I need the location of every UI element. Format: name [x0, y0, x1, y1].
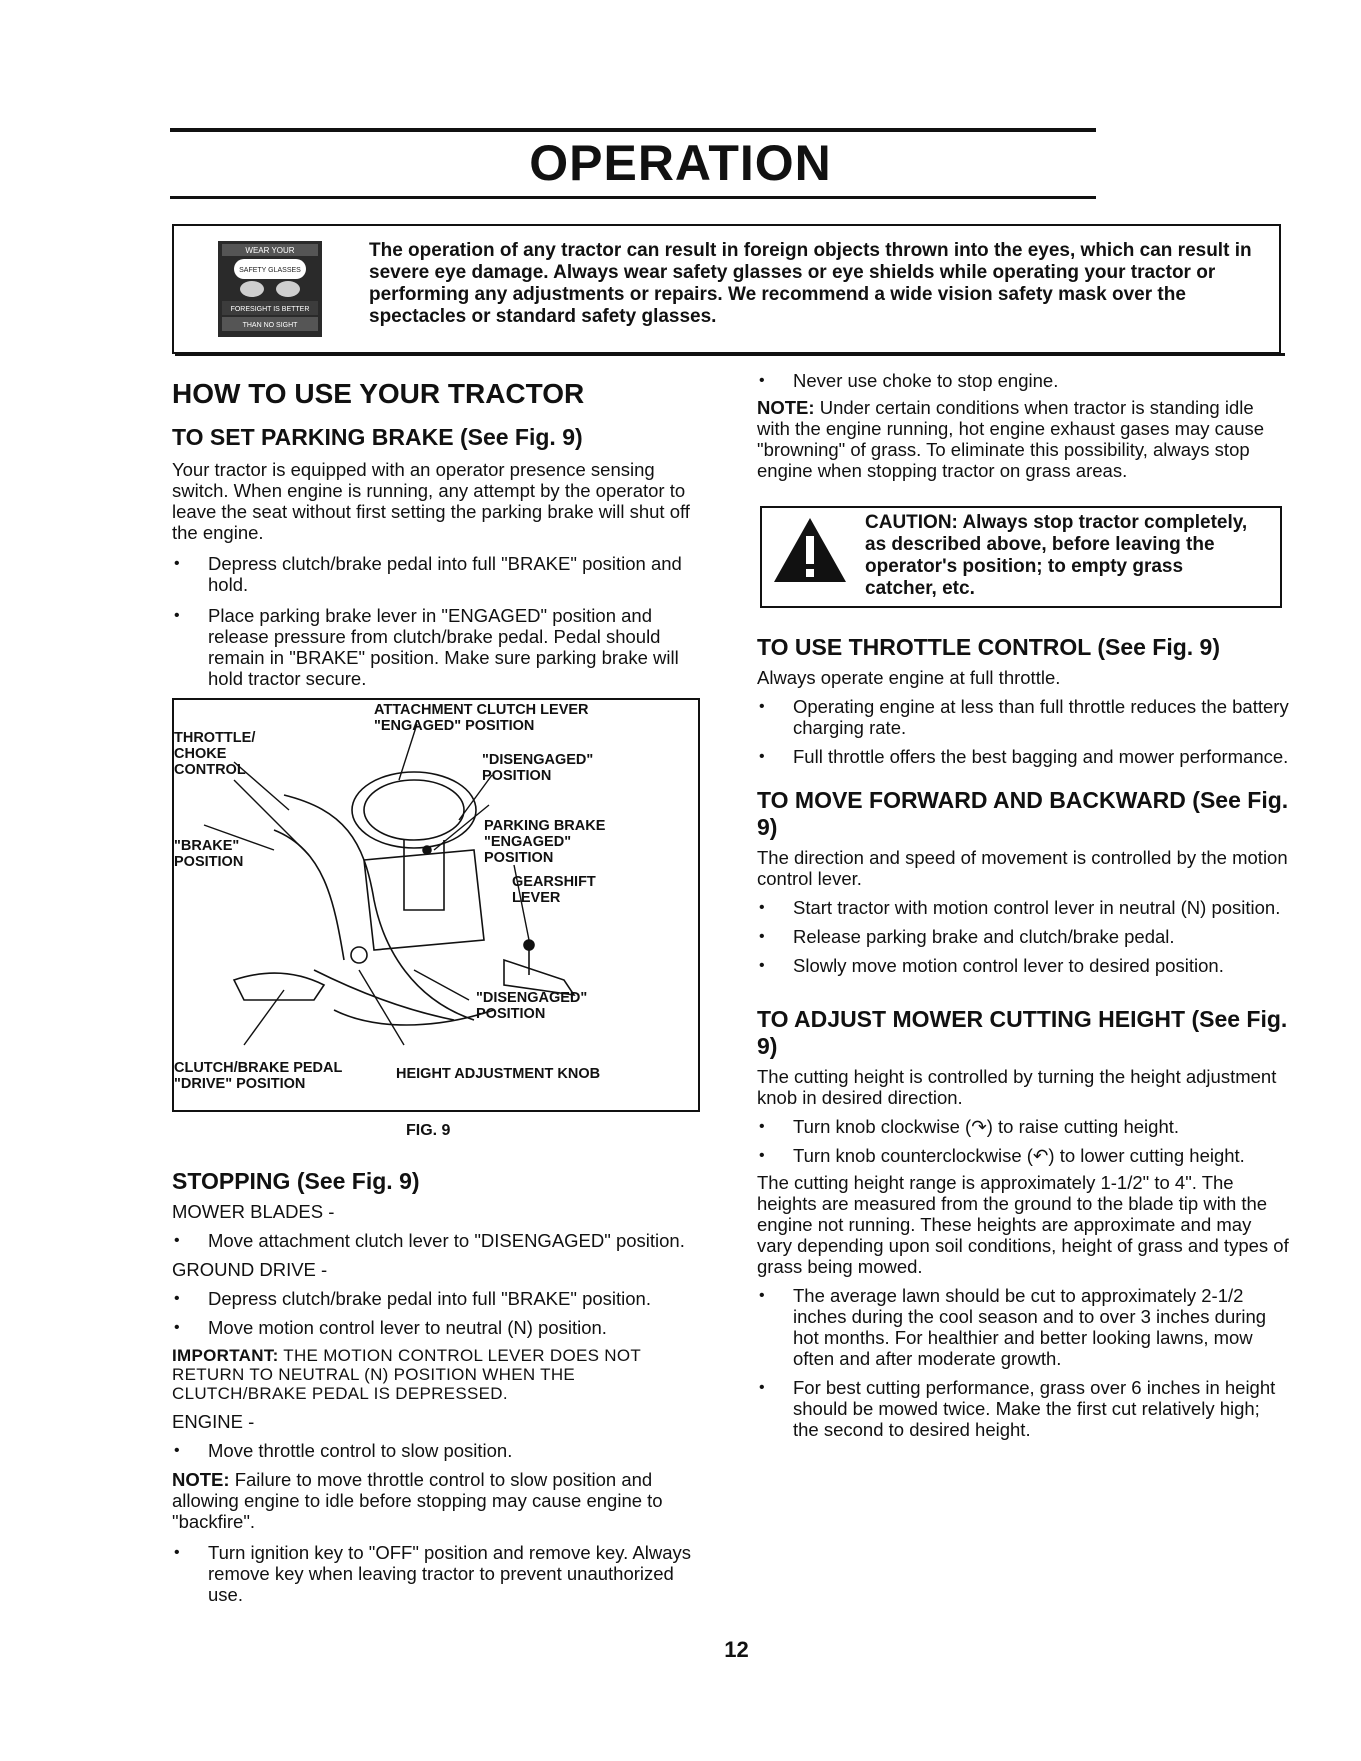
- move-bullet-1: • Start tractor with motion control lever in neutral (N) position.: [757, 897, 1289, 918]
- parking-bullet-1: • Depress clutch/brake pedal into full "BRAKE" position and hold.: [172, 553, 712, 595]
- fig-label-disengaged-4: POSITION: [476, 1006, 546, 1022]
- choke-bullet: • Never use choke to stop engine.: [757, 370, 1289, 391]
- warning-triangle-icon: [772, 516, 848, 591]
- sign-line-2: SAFETY GLASSES: [239, 267, 301, 274]
- tractor-diagram: [174, 700, 698, 1110]
- left-column-top: [172, 378, 712, 689]
- height-bullet-1: • Turn knob clockwise (↷) to raise cutting height.: [757, 1116, 1289, 1137]
- height-intro: The cutting height is controlled by turning the height adjustment knob in desired direction.: [757, 1066, 1277, 1108]
- fig-label-throttle-3: CONTROL: [174, 762, 246, 778]
- ground-drive-label: GROUND DRIVE -: [172, 1259, 328, 1280]
- height-title: TO ADJUST MOWER CUTTING HEIGHT (See Fig. 9): [757, 1006, 1288, 1059]
- sign-line-3: FORESIGHT IS BETTER: [230, 306, 310, 313]
- stopping-title: STOPPING (See Fig. 9): [172, 1168, 420, 1194]
- fig-label-parking-2: "ENGAGED": [484, 834, 572, 850]
- fig-label-clutch-1: CLUTCH/BRAKE PEDAL: [174, 1060, 343, 1076]
- height-bullet-3: • The average lawn should be cut to approximately 2-1/2 inches during the cool season and to over 3 inches during hot months. For healthier and better looking lawns, mow often and after moderate growth.: [757, 1285, 1289, 1369]
- page-title: OPERATION: [529, 135, 832, 191]
- header-rule-top: [170, 128, 1096, 132]
- fig-label-height-knob: HEIGHT ADJUSTMENT KNOB: [396, 1066, 601, 1082]
- sign-line-1: WEAR YOUR: [245, 246, 295, 255]
- move-bullet-2: • Release parking brake and clutch/brake pedal.: [757, 926, 1289, 947]
- fig-label-throttle-1: THROTTLE/: [174, 730, 256, 746]
- move-bullet-3: • Slowly move motion control lever to desired position.: [757, 955, 1289, 976]
- important-note: [172, 1346, 712, 1403]
- eye-warning-text: The operation of any tractor can result in foreign objects thrown into the eyes, which can result in severe eye damage. Always wear safety glasses or eye shields while operating your tractor or performing any adjustments or repairs. We recommend a wide vision safety mask over the spectacles or standard safety glasses.: [369, 240, 1252, 327]
- safety-glasses-sign-icon: [218, 241, 322, 337]
- important-text: THE MOTION CONTROL LEVER DOES NOT RETURN TO NEUTRAL (N) POSITION WHEN THE CLUTCH/BRAKE PEDAL IS DEPRESSED.: [172, 1346, 641, 1403]
- caution-text: CAUTION: Always stop tractor completely, as described above, before leaving the operator's position; to empty grass catcher, etc.: [865, 512, 1248, 599]
- eye-warning-shadow: [175, 353, 1285, 356]
- page-number: 12: [724, 1637, 749, 1662]
- header-rule-bottom: [170, 196, 1096, 199]
- browning-note: [757, 397, 1289, 481]
- final-bullet-1: • Turn ignition key to "OFF" position and remove key. Always remove key when leaving tractor to prevent unauthorized use.: [172, 1542, 712, 1605]
- note-label: NOTE:: [172, 1469, 230, 1490]
- fig-label-disengaged-3: "DISENGAGED": [476, 990, 588, 1006]
- left-column-bottom: [172, 1168, 712, 1605]
- important-label: IMPORTANT:: [172, 1346, 279, 1365]
- fig-label-throttle-2: CHOKE: [174, 746, 227, 762]
- fig-label-gearshift-1: GEARSHIFT: [512, 874, 596, 890]
- right-column-top: [757, 370, 1289, 481]
- ground-bullet-1: • Depress clutch/brake pedal into full "BRAKE" position.: [172, 1288, 712, 1309]
- throttle-title: TO USE THROTTLE CONTROL (See Fig. 9): [757, 634, 1221, 660]
- mower-blades-label: MOWER BLADES -: [172, 1201, 335, 1222]
- mower-bullet-1: • Move attachment clutch lever to "DISENGAGED" position.: [172, 1230, 712, 1251]
- throttle-bullet-2: • Full throttle offers the best bagging and mower performance.: [757, 746, 1289, 767]
- height-bullet-2: • Turn knob counterclockwise (↶) to lower cutting height.: [757, 1145, 1289, 1166]
- engine-label: ENGINE -: [172, 1411, 255, 1432]
- fig-label-brake-2: POSITION: [174, 854, 244, 870]
- fig-label-attachment-engaged: "ENGAGED" POSITION: [374, 718, 535, 734]
- height-bullet-4: • For best cutting performance, grass over 6 inches in height should be mowed twice. Make the first cut relatively high; the second to desired height.: [757, 1377, 1289, 1440]
- backfire-note: [172, 1469, 712, 1532]
- throttle-bullet-1: • Operating engine at less than full throttle reduces the battery charging rate.: [757, 696, 1289, 738]
- fig-label-clutch-2: "DRIVE" POSITION: [174, 1076, 306, 1092]
- move-intro: The direction and speed of movement is controlled by the motion control lever.: [757, 847, 1288, 889]
- fig-label-parking-3: POSITION: [484, 850, 554, 866]
- fig-label-gearshift-2: LEVER: [512, 890, 561, 906]
- figure-9: [172, 698, 700, 1112]
- throttle-intro: Always operate engine at full throttle.: [757, 667, 1061, 688]
- parking-bullet-2: • Place parking brake lever in "ENGAGED" position and release pressure from clutch/brake pedal. Pedal should remain in "BRAKE" position. Make sure parking brake will hold tractor secure.: [172, 605, 712, 689]
- parking-brake-intro: Your tractor is equipped with an operator presence sensing switch. When engine is running, any attempt by the operator to leave the seat without first setting the parking brake will shut off the engine.: [172, 459, 690, 543]
- fig-label-brake-1: "BRAKE": [174, 838, 240, 854]
- fig-label-disengaged-1: "DISENGAGED": [482, 752, 594, 768]
- note-text: Failure to move throttle control to slow position and allowing engine to idle before stopping may cause engine to "backfire".: [172, 1469, 663, 1532]
- parking-brake-title: TO SET PARKING BRAKE (See Fig. 9): [172, 424, 583, 450]
- fig-label-disengaged-2: POSITION: [482, 768, 552, 784]
- fig-label-attachment-lever: ATTACHMENT CLUTCH LEVER: [374, 702, 589, 718]
- right-note-label: NOTE:: [757, 397, 815, 418]
- move-title: TO MOVE FORWARD AND BACKWARD (See Fig. 9): [757, 787, 1289, 840]
- ground-bullet-2: • Move motion control lever to neutral (N) position.: [172, 1317, 712, 1338]
- right-column-bottom: [757, 634, 1289, 1440]
- height-range-text: The cutting height range is approximately 1-1/2" to 4". The heights are measured from the ground to the blade tip with the engine not running. These heights are approximate and may vary depending upon soil conditions, height of grass and types of grass being mowed.: [757, 1172, 1289, 1277]
- engine-bullet-1: • Move throttle control to slow position.: [172, 1440, 712, 1461]
- figure-caption: FIG. 9: [406, 1122, 451, 1139]
- right-note-text: Under certain conditions when tractor is standing idle with the engine running, hot engine exhaust gases may cause "browning" of grass. To eliminate this possibility, always stop engine when stopping tractor on grass areas.: [757, 397, 1265, 481]
- fig-label-parking-1: PARKING BRAKE: [484, 818, 606, 834]
- section-heading: HOW TO USE YOUR TRACTOR: [172, 378, 585, 409]
- sign-line-4: THAN NO SIGHT: [242, 322, 298, 329]
